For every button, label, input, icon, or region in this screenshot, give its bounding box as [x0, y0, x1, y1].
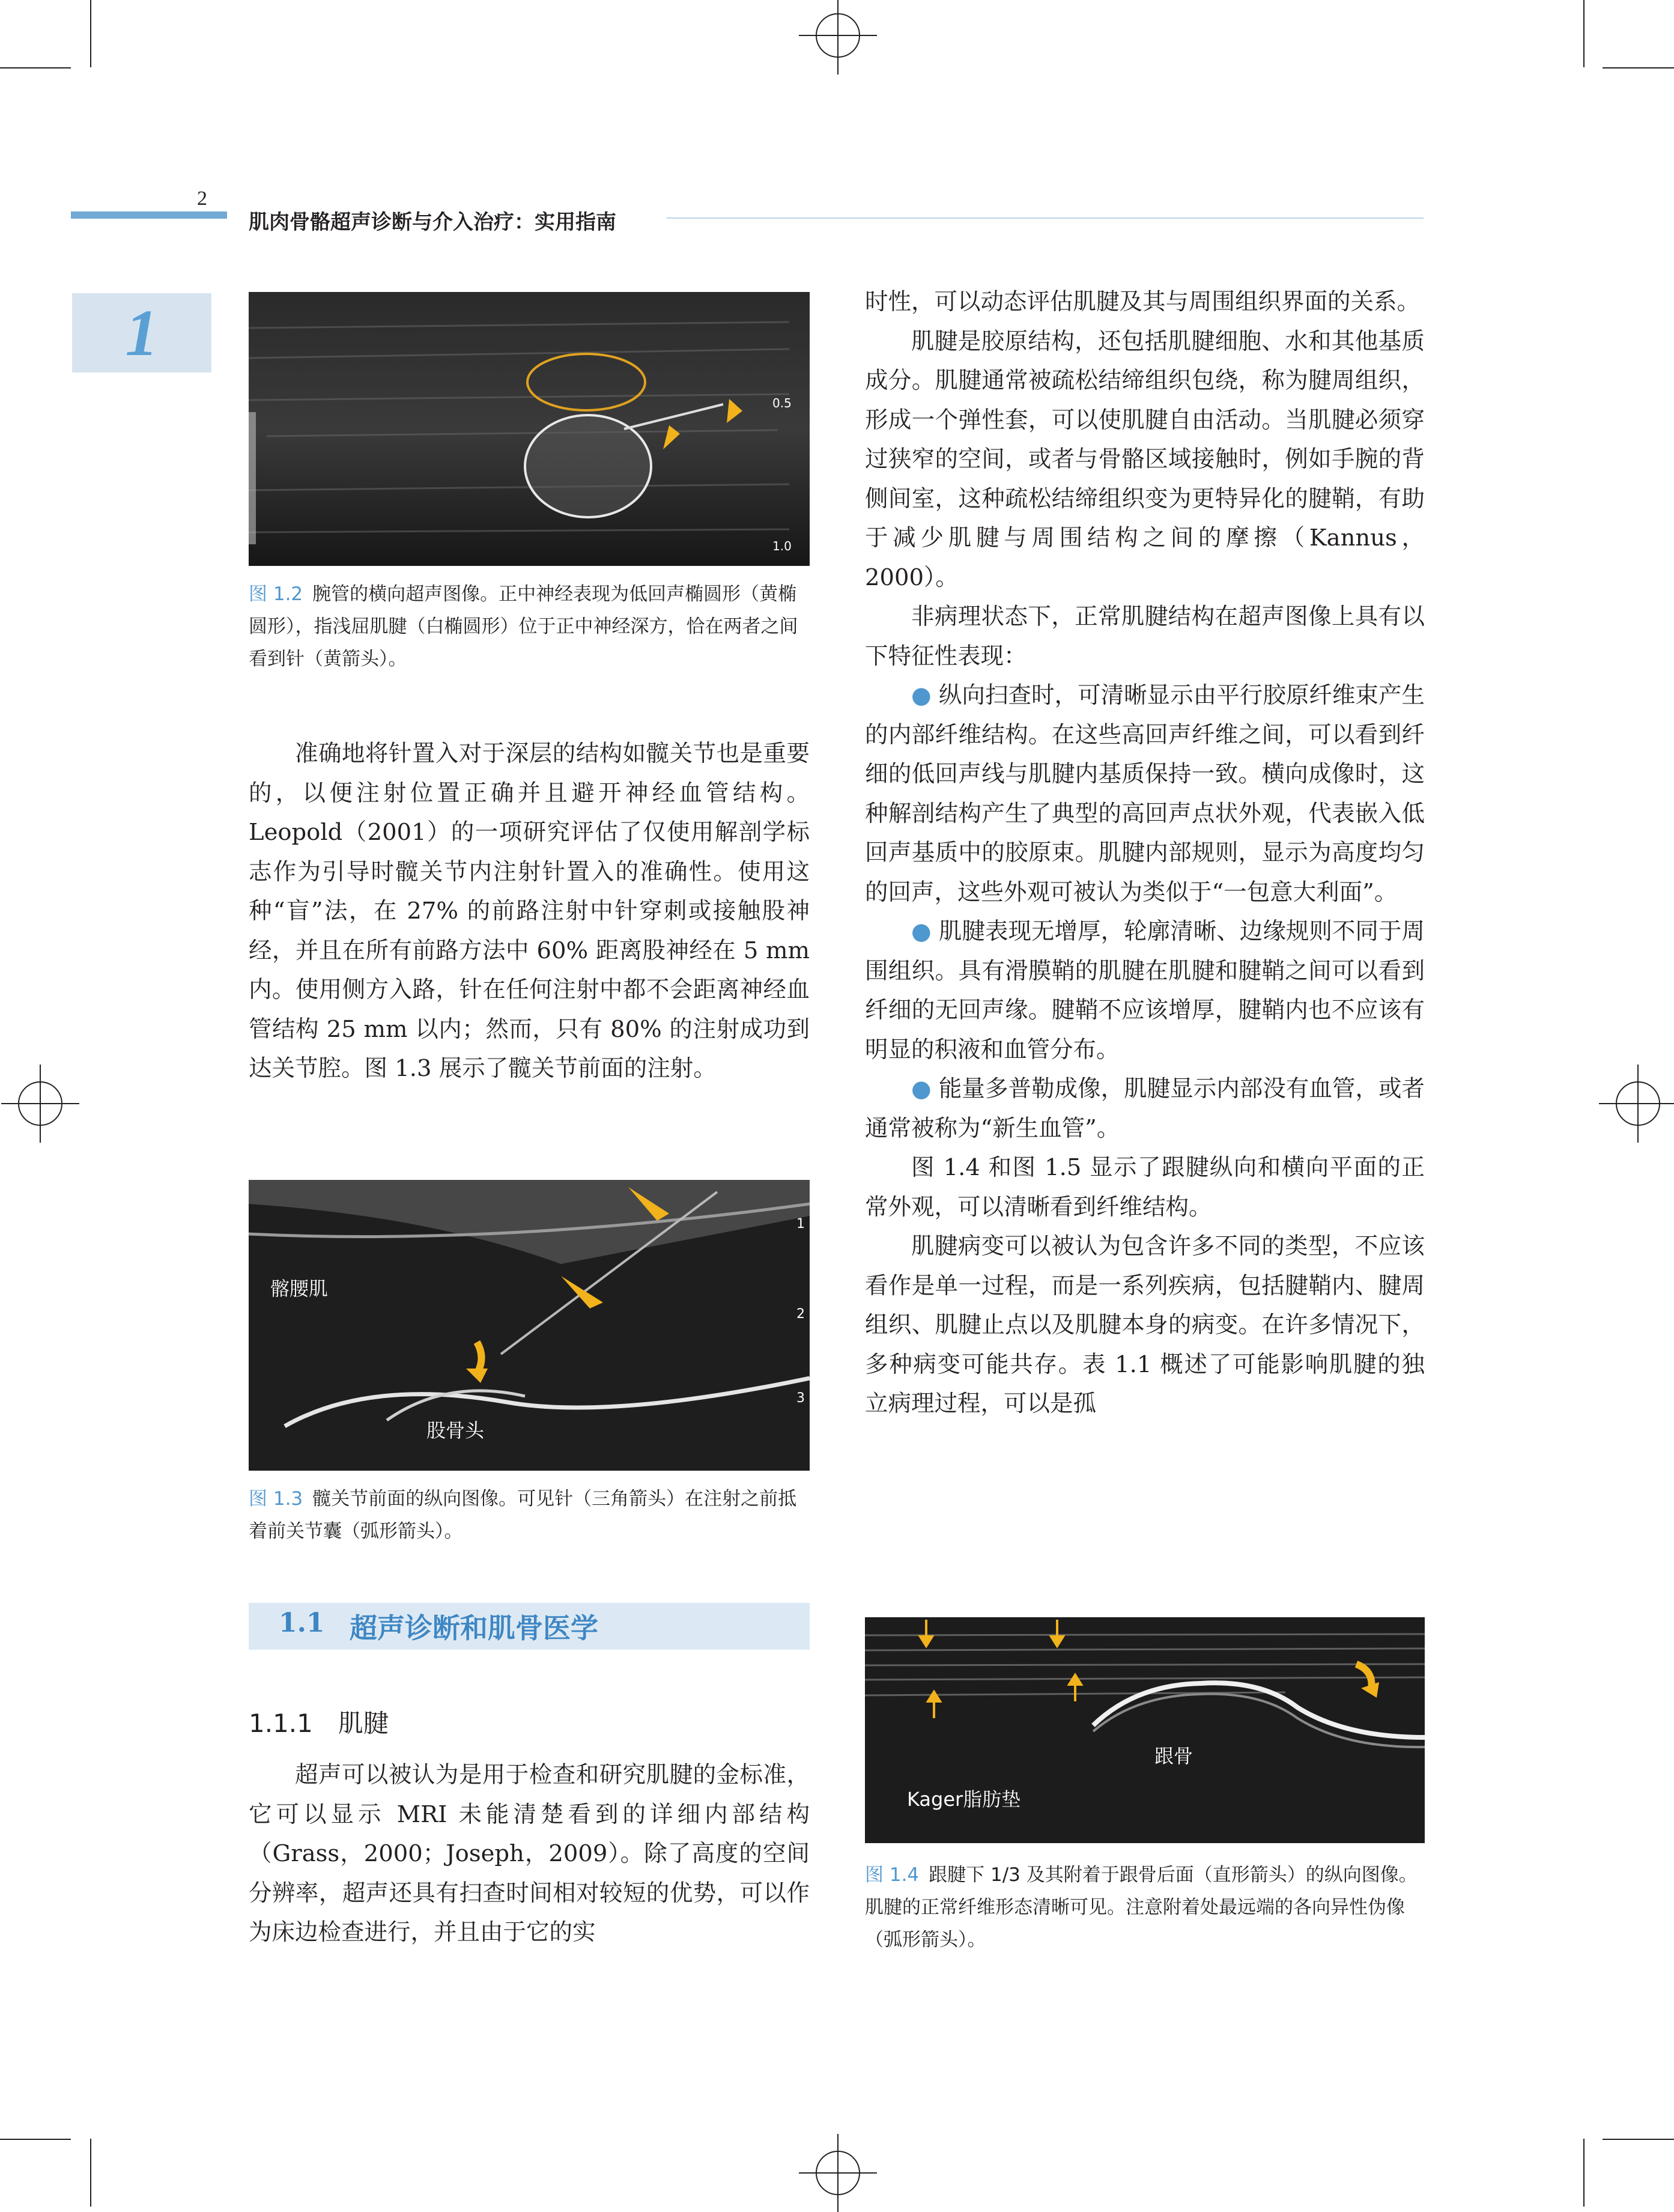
registration-mark [816, 13, 860, 58]
bullet-item [865, 676, 1425, 912]
bullet-text: 能量多普勒成像，肌腱显示内部没有血管，或者通常被称为“新生血管”。 [865, 1075, 1425, 1142]
paragraph: 肌腱病变可以被认为包含许多不同的类型，不应该看作是单一过程，而是一系列疾病，包括腱鞘内、腱周组织、肌腱止点以及肌腱本身的病变。在许多情况下，多种病变可能共存。表 1.1 概述了可能影响肌腱的独立病理过程，可以是孤 [865, 1233, 1425, 1417]
body-text-left-2 [249, 1755, 810, 1952]
section-heading [249, 1603, 810, 1650]
figure-1-2-image [249, 292, 810, 566]
crop-mark [1603, 2139, 1674, 2140]
paragraph: 肌腱是胶原结构，还包括肌腱细胞、水和其他基质成分。肌腱通常被疏松结缔组织包绕，称为腱周组织，形成一个弹性套，可以使肌腱自由活动。当肌腱必须穿过狭窄的空间，或者与骨骼区域接触时，例如手腕的背侧间室，这种疏松结缔组织变为更特异化的腱鞘，有助于减少肌腱与周围结构之间的摩擦（Kannus，2000）。 [865, 327, 1425, 591]
chapter-tab [72, 293, 211, 372]
label-iliopsoas: 髂腰肌 [270, 1277, 329, 1300]
header-bar [71, 211, 227, 219]
caption-text: 髋关节前面的纵向图像。可见针（三角箭头）在注射之前抵着前关节囊（弧形箭头）。 [249, 1488, 797, 1542]
page-number: 2 [197, 187, 207, 210]
body-text-left-1 [249, 734, 810, 1089]
scale-label: 3 [796, 1391, 805, 1406]
figure-1-4-image [865, 1617, 1425, 1843]
running-title: 肌肉骨骼超声诊断与介入治疗：实用指南 [249, 210, 616, 234]
bullet-item [865, 912, 1425, 1069]
paragraph: 图 1.4 和图 1.5 显示了跟腱纵向和横向平面的正常外观，可以清晰看到纤维结构。 [865, 1154, 1425, 1221]
scale-label: 0.5 [772, 396, 792, 410]
crop-mark [1583, 0, 1585, 67]
figure-number: 图 1.3 [249, 1488, 303, 1510]
crop-mark [90, 2139, 91, 2207]
bullet-icon: ● [911, 682, 932, 709]
scale-label: 1 [796, 1217, 805, 1232]
paragraph: 非病理状态下，正常肌腱结构在超声图像上具有以下特征性表现： [865, 603, 1425, 670]
figure-1-3-image [249, 1180, 810, 1471]
registration-mark [1616, 1081, 1660, 1126]
figure-number: 图 1.2 [249, 583, 303, 605]
caption-text: 腕管的横向超声图像。正中神经表现为低回声椭圆形（黄椭圆形），指浅屈肌腱（白椭圆形）位于正中神经深方，恰在两者之间看到针（黄箭头）。 [249, 583, 798, 670]
header-rule [667, 217, 1424, 219]
registration-mark [18, 1081, 62, 1126]
crop-mark [0, 67, 71, 68]
label-femoral-head: 股骨头 [426, 1419, 485, 1442]
registration-mark [816, 2151, 860, 2195]
body-text-right [865, 282, 1425, 1424]
bullet-item [865, 1069, 1425, 1148]
crop-mark [1603, 67, 1674, 68]
crop-mark [0, 2139, 71, 2140]
label-calcaneus: 跟骨 [1154, 1745, 1193, 1767]
label-kager-fat-pad: Kager脂肪垫 [907, 1788, 1021, 1811]
figure-number: 图 1.4 [865, 1864, 920, 1886]
section-number: 1.1 [279, 1608, 325, 1638]
scale-label: 1.0 [772, 539, 792, 553]
paragraph: 时性，可以动态评估肌腱及其与周围组织界面的关系。 [865, 288, 1421, 315]
crop-mark [1583, 2139, 1585, 2207]
subsection-heading: 1.1.1 肌腱 [249, 1709, 389, 1738]
bullet-icon: ● [911, 1075, 932, 1102]
crop-mark [90, 0, 91, 67]
scale-label: 2 [796, 1307, 805, 1322]
figure-1-4-caption [865, 1859, 1425, 1956]
caption-text: 跟腱下 1/3 及其附着于跟骨后面（直形箭头）的纵向图像。肌腱的正常纤维形态清晰可见。注意附着处最远端的各向异性伪像（弧形箭头）。 [865, 1864, 1418, 1951]
bullet-text: 纵向扫查时，可清晰显示由平行胶原纤维束产生的内部纤维结构。在这些高回声纤维之间，可以看到纤细的低回声线与肌腱内基质保持一致。横向成像时，这种解剖结构产生了典型的高回声点状外观，代表嵌入低回声基质中的胶原束。肌腱内部规则，显示为高度均匀的回声，这些外观可被认为类似于“一包意大利面”。 [865, 682, 1425, 906]
chapter-number: 1 [125, 296, 159, 369]
paragraph: 准确地将针置入对于深层的结构如髋关节也是重要的，以便注射位置正确并且避开神经血管结构。Leopold（2001）的一项研究评估了仅使用解剖学标志作为引导时髋关节内注射针置入的准确性。使用这种“盲”法，在 27% 的前路注射中针穿刺或接触股神经，并且在所有前路方法中 60% 距离股神经在 5 mm 内。使用侧方入路，针在任何注射中都不会距离神经血管结构 25 mm 以内；然而，只有 80% 的注射成功到达关节腔。图 1.3 展示了髋关节前面的注射。 [249, 740, 810, 1082]
bullet-text: 肌腱表现无增厚，轮廓清晰、边缘规则不同于周围组织。具有滑膜鞘的肌腱在肌腱和腱鞘之间可以看到纤细的无回声缘。腱鞘不应该增厚，腱鞘内也不应该有明显的积液和血管分布。 [865, 918, 1425, 1063]
bullet-icon: ● [911, 918, 932, 945]
figure-1-3-caption [249, 1483, 810, 1548]
figure-1-2-caption [249, 578, 810, 675]
section-title: 超声诊断和肌骨医学 [350, 1612, 598, 1644]
paragraph: 超声可以被认为是用于检查和研究肌腱的金标准，它可以显示 MRI 未能清楚看到的详细内部结构（Grass，2000；Joseph，2009）。除了高度的空间分辨率，超声还具有扫查时间相对较短的优势，可以作为床边检查进行，并且由于它的实 [249, 1761, 810, 1946]
